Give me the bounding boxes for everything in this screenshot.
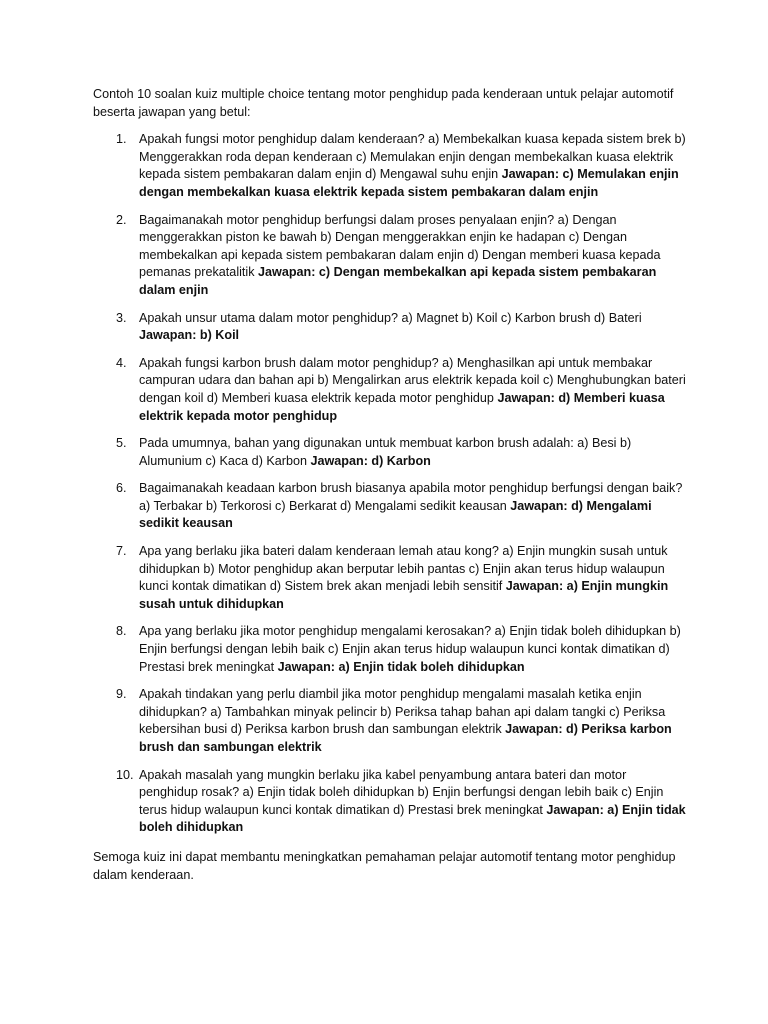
question-text: Bagaimanakah motor penghidup berfungsi dalam proses penyalaan enjin? a) Dengan menggerakkan piston ke bawah b) Dengan menggerakkan enjin ke hadapan c) Dengan membekalkan api kepada sistem pembakaran dalam enjin d) Dengan memberi kuasa kepada pemanas prekatalitik	[139, 212, 661, 280]
item-number: 8.	[116, 624, 127, 639]
item-number: 4.	[116, 355, 127, 370]
question-text: Apakah tindakan yang perlu diambil jika motor penghidup mengalami masalah ketika enjin dihidupkan? a) Tambahkan minyak pelincir b) Periksa tahap bahan api dalam tangki c) Periksa kebersihan busi d) Periksa karbon brush dan sambungan elektrik	[139, 687, 666, 737]
answer-text: Jawapan: c) Dengan membekalkan api kepada sistem pembakaran dalam enjin	[139, 265, 657, 297]
answer-text: Jawapan: d) Periksa karbon brush dan sambungan elektrik	[139, 722, 672, 754]
item-number: 1.	[116, 132, 127, 147]
question-text: Apakah unsur utama dalam motor penghidup? a) Magnet b) Koil c) Karbon brush d) Bateri	[139, 310, 642, 325]
quiz-item	[93, 623, 688, 676]
question-text: Apakah masalah yang mungkin berlaku jika kabel penyambung antara bateri dan motor penghidup rosak? a) Enjin tidak boleh dihidupkan b) Enjin berfungsi dengan lebih baik c) Enjin terus hidup walaupun kunci kontak dimatikan d) Prestasi brek meningkat	[139, 767, 664, 817]
answer-text: Jawapan: a) Enjin tidak boleh dihidupkan	[277, 659, 525, 674]
question-text: Bagaimanakah keadaan karbon brush biasanya apabila motor penghidup berfungsi dengan baik? a) Terbakar b) Terkorosi c) Berkarat d) Mengalami sedikit keausan	[139, 481, 683, 513]
item-number: 5.	[116, 436, 127, 451]
question-text: Apa yang berlaku jika bateri dalam kenderaan lemah atau kong? a) Enjin mungkin susah untuk dihidupkan b) Motor penghidup akan berputar lebih pantas c) Enjin akan terus hidup walaupun kunci kontak dimatikan d) Sistem brek akan menjadi lebih sensitif	[139, 544, 668, 594]
quiz-item	[93, 310, 688, 345]
answer-text: Jawapan: b) Koil	[139, 328, 240, 343]
quiz-item	[93, 212, 688, 300]
item-number: 3.	[116, 310, 127, 325]
item-number: 10.	[116, 767, 134, 782]
question-text: Apakah fungsi karbon brush dalam motor penghidup? a) Menghasilkan api untuk membakar campuran udara dan bahan api b) Mengalirkan arus elektrik kepada koil c) Menghubungkan bateri dengan koil d) Memberi kuasa elektrik kepada motor penghidup	[139, 355, 686, 405]
item-number: 9.	[116, 687, 127, 702]
answer-text: Jawapan: a) Enjin mungkin susah untuk dihidupkan	[139, 579, 669, 611]
question-text: Apa yang berlaku jika motor penghidup mengalami kerosakan? a) Enjin tidak boleh dihidupkan b) Enjin berfungsi dengan lebih baik c) Enjin akan terus hidup walaupun kunci kontak dimatikan d) Prestasi brek meningkat	[139, 624, 681, 674]
answer-text: Jawapan: d) Memberi kuasa elektrik kepada motor penghidup	[139, 390, 665, 423]
closing-paragraph: Semoga kuiz ini dapat membantu meningkatkan pemahaman pelajar automotif tentang motor penghidup dalam kenderaan.	[93, 849, 676, 882]
answer-text: Jawapan: d) Karbon	[310, 453, 431, 468]
quiz-item	[93, 480, 688, 533]
quiz-item	[93, 543, 688, 613]
item-number: 2.	[116, 212, 127, 227]
answer-text: Jawapan: d) Mengalami sedikit keausan	[139, 498, 652, 531]
answer-text: Jawapan: a) Enjin tidak boleh dihidupkan	[139, 802, 686, 835]
item-number: 7.	[116, 544, 127, 559]
answer-text: Jawapan: c) Memulakan enjin dengan membekalkan kuasa elektrik kepada sistem pembakaran dalam enjin	[139, 167, 679, 199]
intro-paragraph: Contoh 10 soalan kuiz multiple choice tentang motor penghidup pada kenderaan untuk pelajar automotif beserta jawapan yang betul:	[93, 87, 674, 119]
quiz-item	[93, 686, 688, 756]
question-text: Apakah fungsi motor penghidup dalam kenderaan? a) Membekalkan kuasa kepada sistem brek b) Menggerakkan roda depan kenderaan c) Memulakan enjin dengan membekalkan kuasa elektrik kepada sistem pembakaran dalam enjin d) Mengawal suhu enjin	[139, 132, 686, 182]
quiz-item	[93, 131, 688, 201]
quiz-list	[93, 131, 688, 837]
quiz-item	[93, 355, 688, 425]
quiz-item	[93, 767, 688, 837]
quiz-item	[93, 435, 688, 470]
question-text: Pada umumnya, bahan yang digunakan untuk membuat karbon brush adalah: a) Besi b) Alumunium c) Kaca d) Karbon	[139, 436, 632, 468]
item-number: 6.	[116, 481, 127, 496]
